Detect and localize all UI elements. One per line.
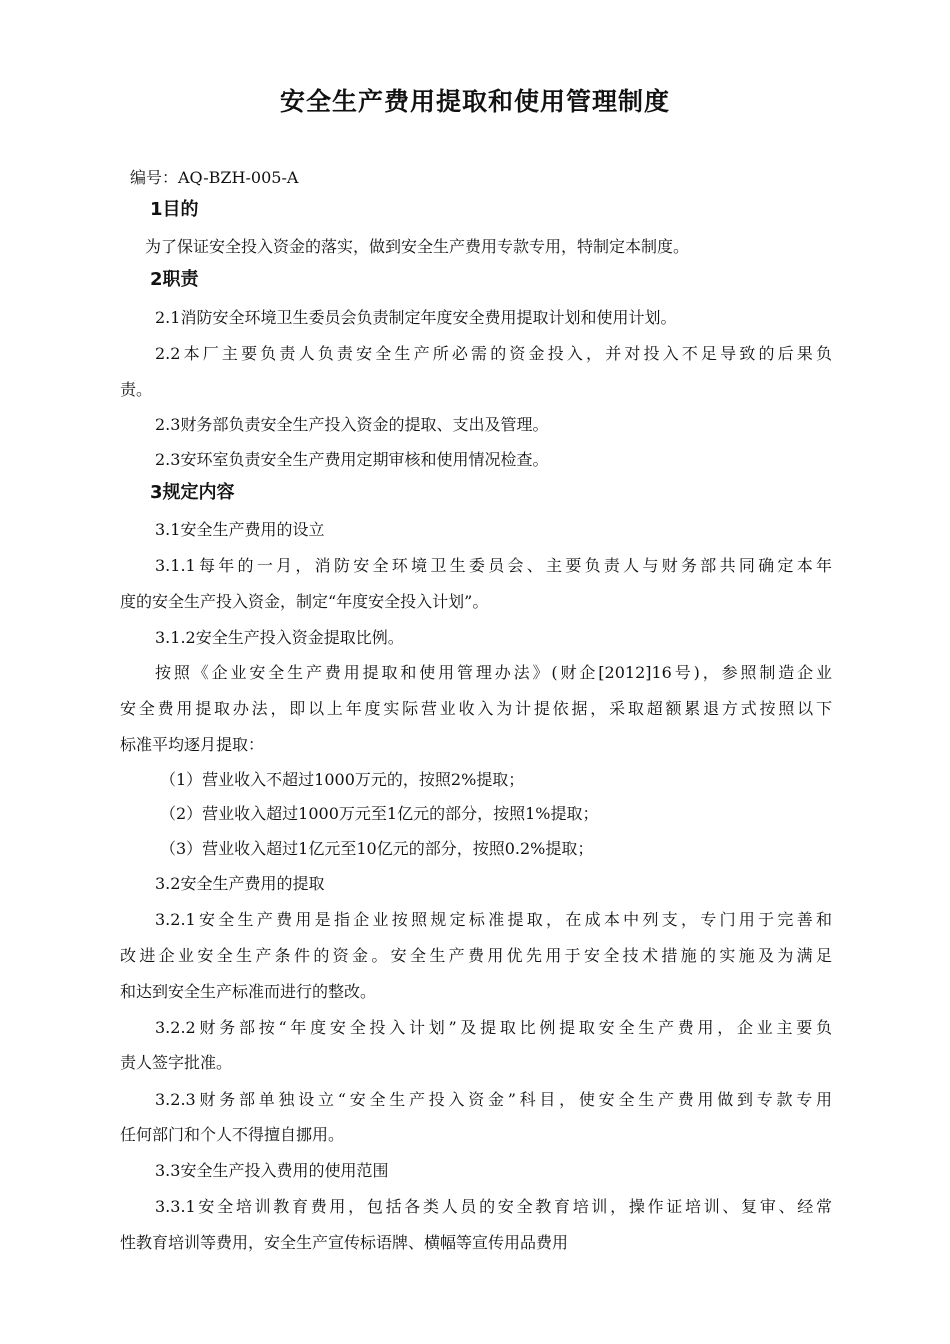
clause-3-2-2-line-1: 3.2.2财务部按“年度安全投入计划”及提取比例提取安全生产费用，企业主要负 (155, 1018, 832, 1037)
basis-line-3: 标准平均逐月提取： (120, 735, 265, 754)
subsection-3-3: 3.3安全生产投入费用的使用范围 (155, 1161, 389, 1180)
clause-3-2-3-line-1: 3.2.3财务部单独设立“安全生产投入资金”科目，使安全生产费用做到专款专用 (155, 1090, 832, 1109)
duty-2-3: 2.3财务部负责安全生产投入资金的提取、支出及管理。 (155, 415, 549, 434)
clause-3-2-1-line-2: 改进企业安全生产条件的资金。安全生产费用优先用于安全技术措施的实施及为满足 (120, 946, 832, 965)
duty-2-1: 2.1消防安全环境卫生委员会负责制定年度安全费用提取计划和使用计划。 (155, 308, 677, 327)
rate-item-3: （3）营业收入超过1亿元至10亿元的部分，按照0.2%提取； (160, 839, 594, 858)
clause-3-3-1-line-2: 性教育培训等费用，安全生产宣传标语牌、横幅等宣传用品费用 (120, 1233, 569, 1252)
subsection-3-2: 3.2安全生产费用的提取 (155, 874, 325, 893)
clause-3-1-1-line-1: 3.1.1每年的一月，消防安全环境卫生委员会、主要负责人与财务部共同确定本年 (155, 556, 832, 575)
subsection-3-1: 3.1安全生产费用的设立 (155, 520, 325, 539)
section-3-heading: 3规定内容 (150, 482, 235, 503)
duty-2-4: 2.3安环室负责安全生产费用定期审核和使用情况检查。 (155, 450, 549, 469)
clause-3-1-2: 3.1.2安全生产投入资金提取比例。 (155, 628, 404, 647)
duty-2-2-line-2: 责。 (120, 380, 153, 399)
duty-2-2-line-1: 2.2本厂主要负责人负责安全生产所必需的资金投入，并对投入不足导致的后果负 (155, 344, 832, 363)
section-1-heading: 1目的 (150, 199, 199, 220)
clause-3-2-2-line-2: 责人签字批准。 (120, 1053, 233, 1072)
section-1-paragraph: 为了保证安全投入资金的落实，做到安全生产费用专款专用，特制定本制度。 (145, 237, 690, 256)
clause-3-2-1-line-3: 和达到安全生产标准而进行的整改。 (120, 982, 377, 1001)
document-code: 编号：AQ-BZH-005-A (130, 168, 299, 187)
document-title: 安全生产费用提取和使用管理制度 (279, 87, 670, 116)
section-2-heading: 2职责 (150, 269, 199, 290)
rate-item-1: （1）营业收入不超过1000万元的，按照2%提取； (160, 770, 525, 789)
clause-3-1-1-line-2: 度的安全生产投入资金，制定“年度安全投入计划”。 (120, 592, 489, 611)
clause-3-2-3-line-2: 任何部门和个人不得擅自挪用。 (120, 1125, 345, 1144)
rate-item-2: （2）营业收入超过1000万元至1亿元的部分，按照1%提取； (160, 804, 599, 823)
clause-3-3-1-line-1: 3.3.1安全培训教育费用，包括各类人员的安全教育培训，操作证培训、复审、经常 (155, 1197, 832, 1216)
clause-3-2-1-line-1: 3.2.1安全生产费用是指企业按照规定标准提取，在成本中列支，专门用于完善和 (155, 910, 832, 929)
basis-line-2: 安全费用提取办法，即以上年度实际营业收入为计提依据，采取超额累退方式按照以下 (120, 699, 832, 718)
basis-line-1: 按照《企业安全生产费用提取和使用管理办法》(财企[2012]16号)，参照制造企业 (155, 663, 832, 682)
